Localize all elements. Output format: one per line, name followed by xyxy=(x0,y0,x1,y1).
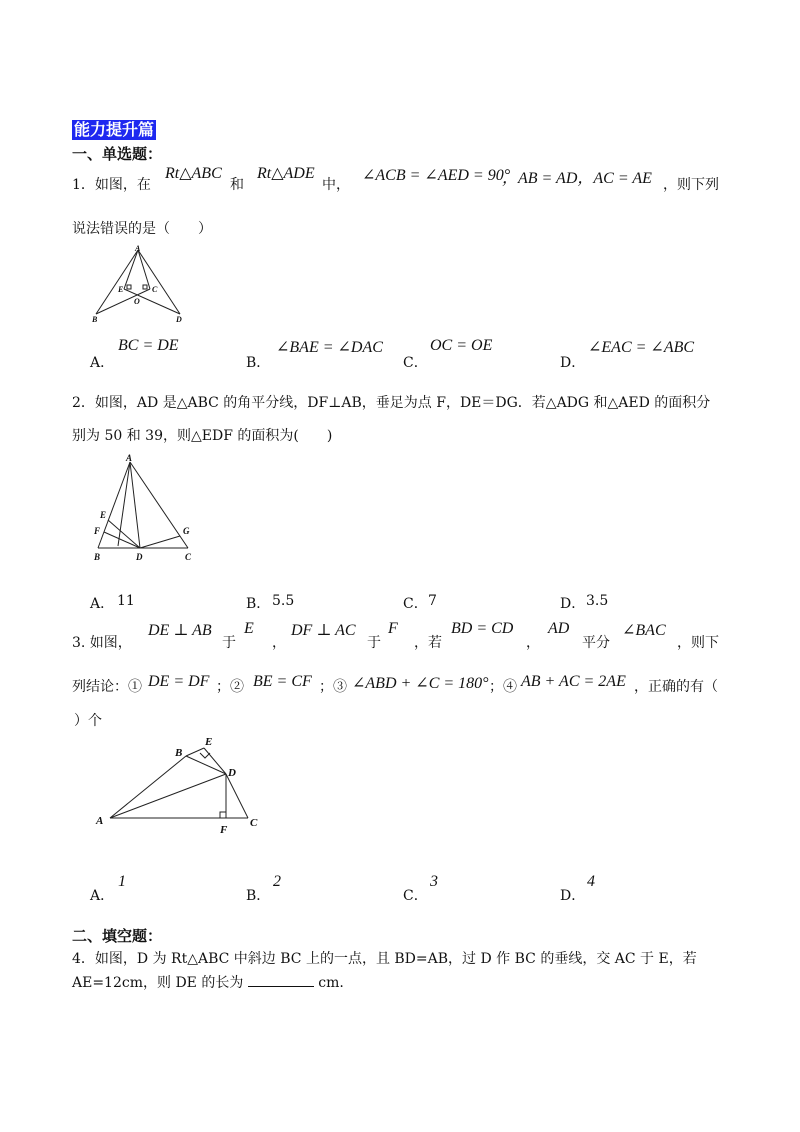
q2-label-d: D xyxy=(136,552,143,562)
q3-option-a-label[interactable]: A． xyxy=(90,888,115,904)
q2-label-g: G xyxy=(183,526,190,536)
q4-unit: cm. xyxy=(318,975,344,991)
q1-triangle-abc: Rt△ABC xyxy=(165,165,222,182)
q3-conclusion-3: ∠ABD + ∠C = 180° xyxy=(352,675,489,692)
q3-df-perp-ac: DF ⊥ AC xyxy=(291,622,356,639)
q3-conclusion-1: DE = DF xyxy=(148,673,210,690)
q2-option-d-label[interactable]: D． xyxy=(560,596,586,612)
q1-figure xyxy=(88,242,192,324)
section-heading-single-choice: 一、单选题： xyxy=(72,145,163,163)
q2-line2: 别为 50 和 39，则△EDF 的面积为( ) xyxy=(72,428,333,444)
q3-ruo: ，若 xyxy=(414,635,442,651)
q3-option-a-value: 1 xyxy=(118,873,126,890)
q3-point-f: F xyxy=(388,620,398,637)
q3-bd-eq-cd: BD = CD xyxy=(451,620,514,637)
q1-in: 中， xyxy=(322,177,350,193)
q4-line1: 4．如图，D 为 Rt△ABC 中斜边 BC 上的一点，且 BD=AB，过 D 作 BC 的垂线，交 AC 于 E，若 xyxy=(72,951,697,967)
q2-label-e: E xyxy=(100,510,107,520)
q3-tail: ，则下 xyxy=(677,635,719,651)
q4-line2-text: AE=12cm，则 DE 的长为 xyxy=(72,975,244,991)
q3-option-b-label[interactable]: B． xyxy=(246,888,271,904)
q1-option-a-label[interactable]: A． xyxy=(90,355,115,371)
q2-option-a-value: 11 xyxy=(117,593,135,609)
q3-pingfen: 平分 xyxy=(582,635,610,651)
q3-figure xyxy=(90,730,270,840)
q3-label-e: E xyxy=(205,736,213,748)
q2-label-c: C xyxy=(185,552,192,562)
q3-label-f: F xyxy=(220,824,228,836)
q1-condition-sides: ，AB = AD，AC = AE xyxy=(502,170,652,187)
q2-option-b-label[interactable]: B． xyxy=(246,596,271,612)
q3-line3: ）个 xyxy=(74,713,102,729)
q3-line2-b: ；② xyxy=(216,679,244,695)
q2-figure xyxy=(88,450,200,568)
q3-yu2: 于 xyxy=(367,635,381,651)
q3-de-perp-ab: DE ⊥ AB xyxy=(148,622,212,639)
q1-label-o: O xyxy=(134,297,140,306)
q1-tail: ，则下列 xyxy=(663,177,719,193)
q3-label-b: B xyxy=(175,747,183,759)
q2-option-c-label[interactable]: C． xyxy=(403,596,428,612)
q3-sep1: ， xyxy=(272,635,286,651)
q1-intro: 1．如图，在 xyxy=(72,177,151,193)
q3-conclusion-2: BE = CF xyxy=(253,673,312,690)
q1-line2: 说法错误的是（ ） xyxy=(72,221,212,237)
q1-label-d: D xyxy=(176,315,182,324)
q3-option-c-value: 3 xyxy=(430,873,438,890)
q2-line1: 2．如图，AD 是△ABC 的角平分线，DF⊥AB，垂足为点 F，DE＝DG．若△ADG 和△AED 的面积分 xyxy=(72,395,711,411)
q2-label-b: B xyxy=(94,552,101,562)
q3-intro: 3. 如图， xyxy=(72,635,132,651)
q2-option-a-label[interactable]: A． xyxy=(90,596,115,612)
q3-conclusion-4: AB + AC = 2AE xyxy=(521,673,626,690)
q3-sep2: ， xyxy=(526,635,540,651)
q1-option-b-expr: ∠BAE = ∠DAC xyxy=(276,339,383,356)
q1-option-c-label[interactable]: C． xyxy=(403,355,428,371)
q2-option-b-value: 5.5 xyxy=(272,593,295,609)
q1-label-e: E xyxy=(118,285,124,294)
q1-option-d-label[interactable]: D． xyxy=(560,355,586,371)
q3-angle-bac: ∠BAC xyxy=(622,622,666,639)
q2-label-a: A xyxy=(126,453,133,463)
q3-option-b-value: 2 xyxy=(273,873,281,890)
q3-line2-c: ；③ xyxy=(319,679,347,695)
q3-ad: AD xyxy=(548,620,570,637)
q1-condition-angles: ∠ACB = ∠AED = 90° xyxy=(362,167,511,184)
section-heading-fill-blank: 二、填空题： xyxy=(72,927,163,945)
q1-option-b-label[interactable]: B． xyxy=(246,355,271,371)
q2-option-c-value: 7 xyxy=(428,593,437,609)
q1-label-a: A xyxy=(135,244,141,253)
q3-option-c-label[interactable]: C． xyxy=(403,888,428,904)
q3-yu1: 于 xyxy=(222,635,236,651)
q3-option-d-value: 4 xyxy=(587,873,595,890)
q3-label-c: C xyxy=(250,817,258,829)
q1-option-d-expr: ∠EAC = ∠ABC xyxy=(588,339,695,356)
q3-line2-a: 列结论：① xyxy=(72,679,142,695)
q2-label-f: F xyxy=(94,526,101,536)
q3-option-d-label[interactable]: D． xyxy=(560,888,586,904)
q3-label-a: A xyxy=(96,815,104,827)
q2-option-d-value: 3.5 xyxy=(586,593,609,609)
q3-point-e: E xyxy=(244,620,254,637)
q1-triangle-ade: Rt△ADE xyxy=(257,165,315,182)
q1-label-c: C xyxy=(152,285,158,294)
q1-option-a-expr: BC = DE xyxy=(118,337,179,354)
q3-line2-e: ，正确的有（ xyxy=(634,679,718,695)
q3-label-d: D xyxy=(228,767,236,779)
q1-and: 和 xyxy=(230,177,244,193)
page-title: 能力提升篇 xyxy=(74,120,155,139)
q1-option-c-expr: OC = OE xyxy=(430,337,493,354)
q3-line2-d: ；④ xyxy=(489,679,517,695)
q1-label-b: B xyxy=(92,315,98,324)
q4-line2 xyxy=(72,972,344,992)
q4-answer-blank[interactable] xyxy=(248,972,314,987)
